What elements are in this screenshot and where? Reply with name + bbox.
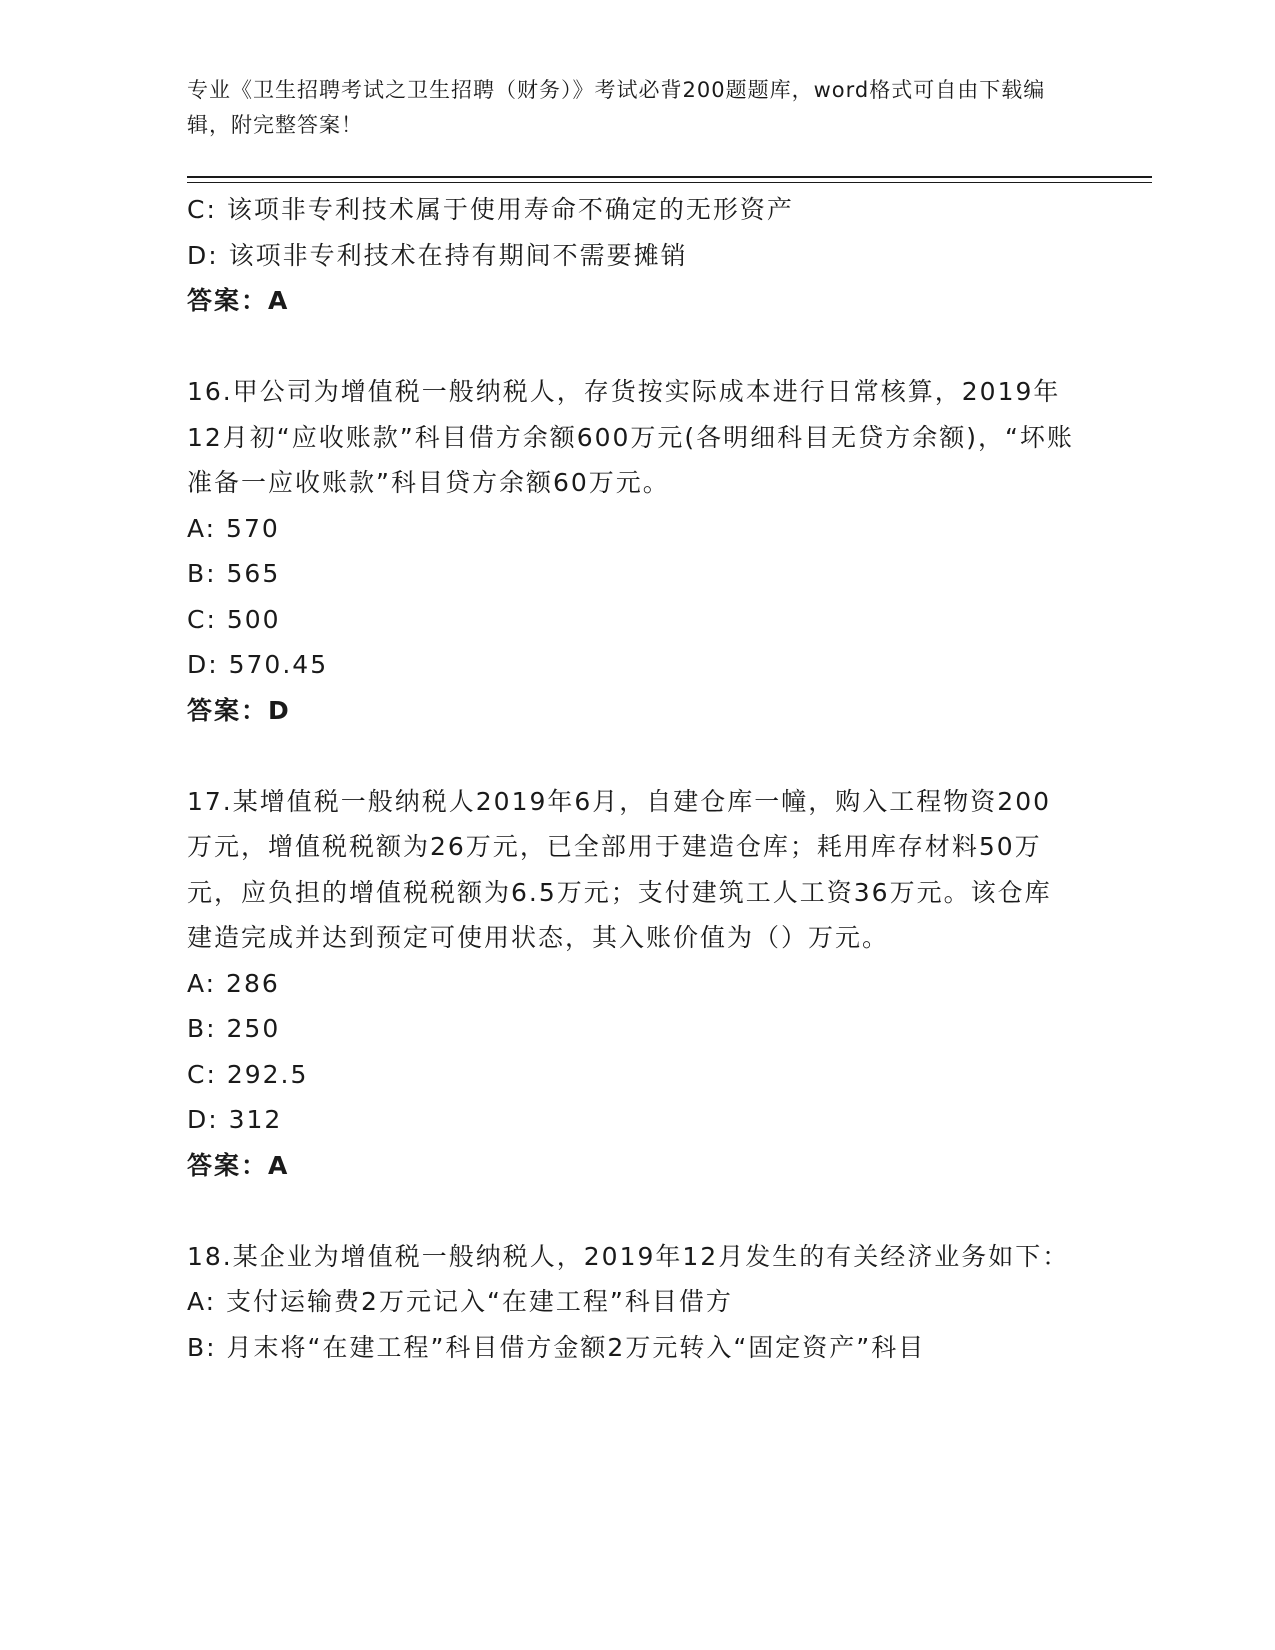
- option-d: D: 该项非专利技术在持有期间不需要摊销: [187, 240, 688, 270]
- question-17-text: 17.某增值税一般纳税人2019年6月，自建仓库一幢，购入工程物资200万元，增值税税额为26万元，已全部用于建造仓库；耗用库存材料50万元，应负担的增值税税额为6.5万元；支付建筑工人工资36万元。该仓库建造完成并达到预定可使用状态，其入账价值为（）万元。: [187, 786, 1052, 952]
- answer-line: 答案：D: [187, 695, 291, 725]
- answer-line: 答案：A: [187, 1150, 290, 1180]
- option-a: A: 570: [187, 513, 280, 543]
- option-d: D: 312: [187, 1105, 283, 1134]
- header-rule-thin: [187, 182, 1152, 183]
- option-c: C: 该项非专利技术属于使用寿命不确定的无形资产: [187, 195, 794, 224]
- spacer: [187, 1188, 1077, 1234]
- option-c: C: 500: [187, 604, 281, 634]
- header-rule-thick: [187, 176, 1152, 178]
- page-header: [187, 73, 1067, 143]
- option-b: B: 月末将“在建工程”科目借方金额2万元转入“固定资产”科目: [187, 1332, 926, 1362]
- question-16-text: 16.甲公司为增值税一般纳税人，存货按实际成本进行日常核算，2019年12月初“应收账款”科目借方余额600万元(各明细科目无贷方余额)，“坏账准备一应收账款”科目贷方余额60万元。: [187, 377, 1074, 497]
- option-c: C: 292.5: [187, 1059, 309, 1089]
- header-title: 专业《卫生招聘考试之卫生招聘（财务）》考试必背200题题库，word格式可自由下载编辑，附完整答案！: [187, 78, 1046, 137]
- spacer: [187, 733, 1077, 779]
- option-d: D: 570.45: [187, 650, 329, 679]
- question-content: [187, 187, 1077, 1370]
- option-a: A: 支付运输费2万元记入“在建工程”科目借方: [187, 1287, 733, 1316]
- option-b: B: 565: [187, 559, 281, 588]
- option-a: A: 286: [187, 968, 280, 998]
- question-18-text: 18.某企业为增值税一般纳税人，2019年12月发生的有关经济业务如下：: [187, 1241, 1070, 1271]
- spacer: [187, 324, 1077, 370]
- option-b: B: 250: [187, 1014, 281, 1043]
- answer-line: 答案：A: [187, 286, 290, 315]
